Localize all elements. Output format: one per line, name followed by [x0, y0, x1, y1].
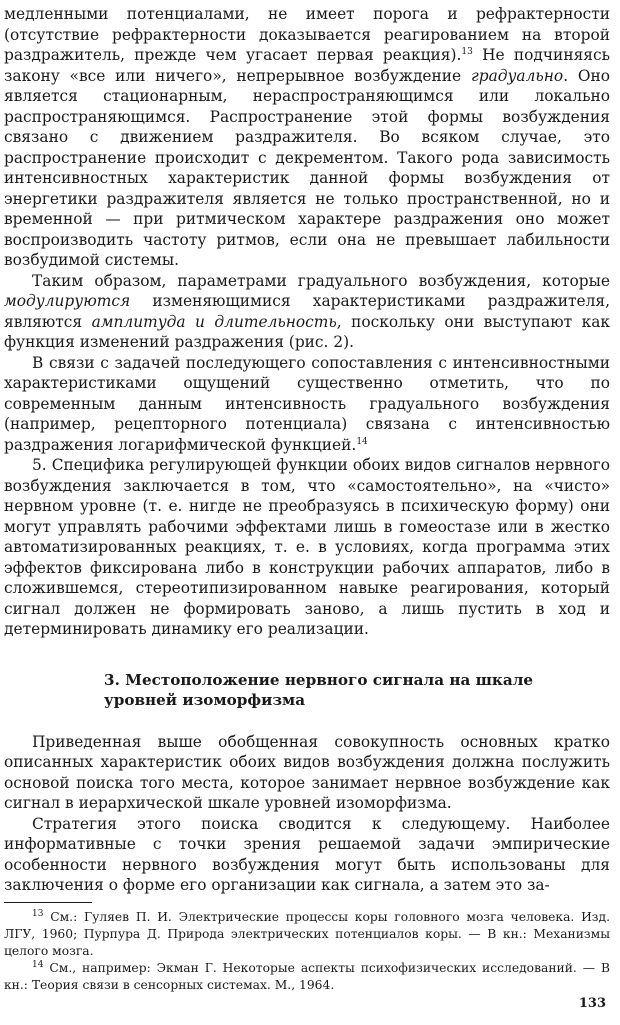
page-number: 133 [578, 996, 606, 1011]
footnote-divider [4, 902, 92, 903]
footnote-text: См.: Гуляев П. И. Электрические процессы коры головного мозга человека. Изд. ЛГУ, 1960; Пурпура Д. Природа электрических потенциалов коры. — В кн.: Механизмы целого мозга. [4, 909, 610, 958]
footnotes [4, 909, 610, 994]
text-run: медленными потенциалами, не имеет порога и рефрактерности (отсутствие рефрактерности доказывается реагированием на второй раздражитель, прежде чем угасает первая реакция). [4, 5, 610, 64]
paragraph [4, 732, 610, 814]
emphasis-text: модулируются [4, 292, 131, 310]
footnote-text: См., например: Экман Г. Некоторые аспекты психофизических исследований. — В кн.: Теория связи в сенсорных системах. М., 1964. [4, 960, 610, 992]
text-run: Таким образом, параметрами градуального возбуждения, которые [32, 271, 610, 290]
body-text-bottom [4, 732, 610, 896]
emphasis-text: амплитуда и длительность [91, 312, 337, 331]
text-run: Не подчиняясь закону «все или ничего», непрерывное возбуждение [4, 46, 610, 85]
paragraph [4, 4, 610, 271]
footnote-ref: 13 [461, 46, 473, 57]
book-page [4, 4, 610, 994]
paragraph [4, 455, 610, 640]
footnote [4, 909, 610, 960]
emphasis-text: градуально [470, 66, 564, 85]
paragraph [4, 353, 610, 456]
paragraph [4, 814, 610, 896]
text-run: Стратегия этого поиска сводится к следующему. Наиболее информативные с точки зрения решаемой задачи эмпирические особенности нервного возбуждения могут быть использованы для заключения о форме его организации как сигнала, а затем это за- [4, 814, 610, 894]
text-run: . Оно является стационарным, нераспространяющимся или локально распространяющимся. Распространение этой формы возбуждения связано с движением раздражителя. Во всяком случае, это распространение происходит с декрементом. Такого рода зависимость интенсивностных характеристик данной формы возбуждения от энергетики раздражителя является не только пространственной, но и временной — при ритмическом характере раздражения оно может воспроизводить частоту ритмов, если она не превышает лабильности возбудимой системы. [4, 66, 610, 269]
text-run: 5. Специфика регулирующей функции обоих видов сигналов нервного возбуждения заключается в том, что «самостоятельно», на «чисто» нервном уровне (т. е. нигде не преобразуясь в психическую форму) они могут управлять рабочими эффектами лишь в гомеостазе или в жестко автоматизированных реакциях, т. е. в условиях, когда программа этих эффектов фиксирована либо в конструкции рабочих аппаратов, либо в сложившемся, стереотипизированном навыке реагирования, который сигнал должен не формировать заново, а лишь пустить в ход и детерминировать динамику его реализации. [4, 456, 610, 638]
footnote-ref: 14 [356, 436, 368, 447]
text-run: , поскольку они выступают как функция изменений раздражения (рис. 2). [4, 312, 610, 351]
footnote [4, 960, 610, 994]
text-run: В связи с задачей последующего сопоставления с интенсивностными характеристиками ощущений существенно отметить, что по современным данным интенсивность градуального возбуждения (например, рецепторного потенциала) связана с интенсивностью раздражения логарифмической функцией. [4, 353, 610, 454]
text-run: изменяющимися характеристиками раздражителя, являются [4, 292, 610, 331]
text-run: Приведенная выше обобщенная совокупность основных кратко описанных характеристик обоих видов возбуждения должна послужить основой поиска того места, которое занимает нервное возбуждение как сигнал в иерархической шкале уровней изоморфизма. [4, 732, 610, 812]
footnote-number: 13 [32, 908, 44, 919]
paragraph [4, 271, 610, 353]
section-heading: 3. Местоположение нервного сигнала на шкале уровней изоморфизма [104, 670, 534, 709]
body-text-top [4, 4, 610, 640]
footnote-number: 14 [32, 959, 44, 970]
